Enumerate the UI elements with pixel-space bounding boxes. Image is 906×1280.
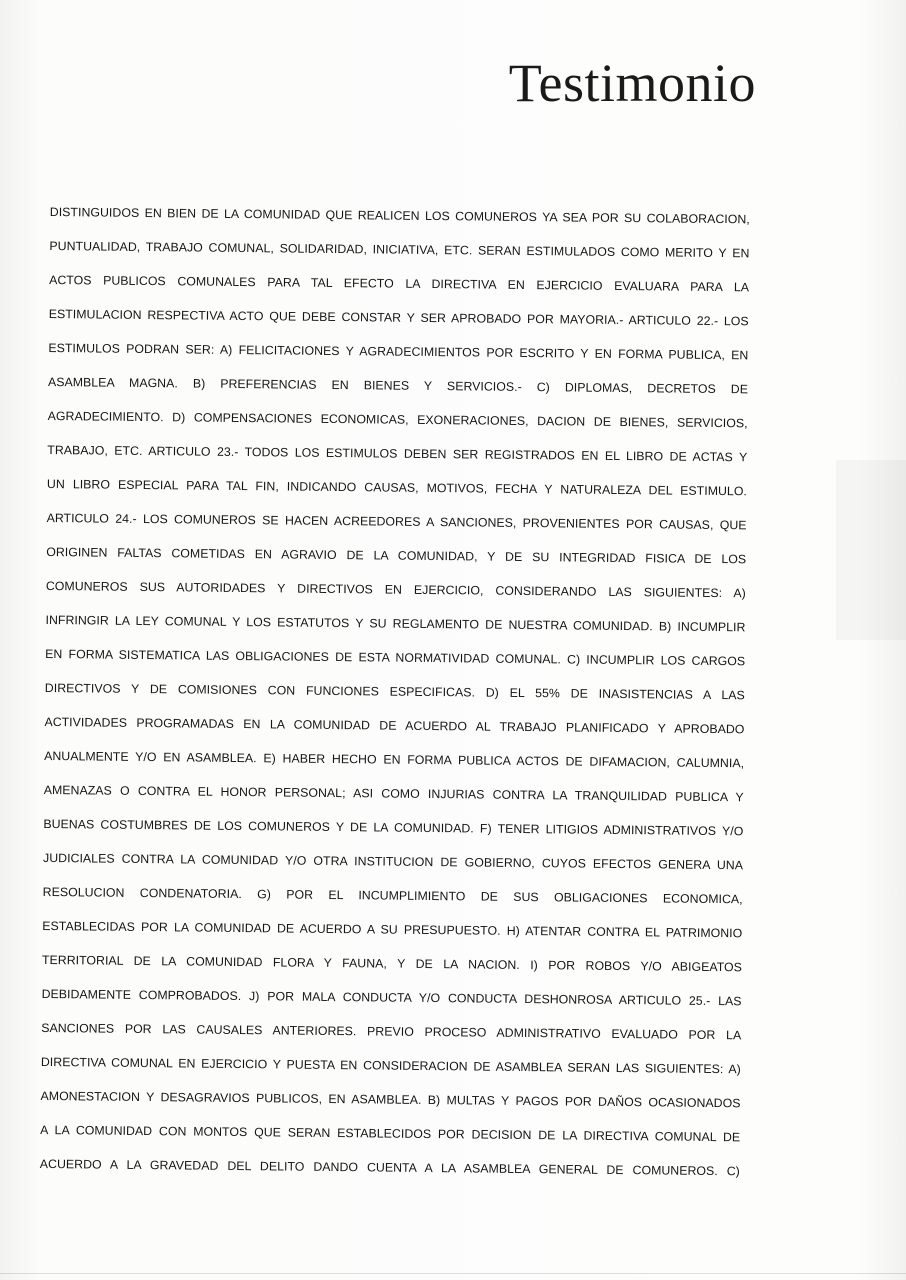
- page-bottom-edge: [0, 1273, 906, 1274]
- body-line: ACUERDO A LA GRAVEDAD DEL DELITO DANDO CUENTA A LA ASAMBLEA GENERAL DE COMUNEROS. C): [39, 1156, 740, 1179]
- body-line: ANUALMENTE Y/O EN ASAMBLEA. E) HABER HECHO EN FORMA PUBLICA ACTOS DE DIFAMACION, CALUMNIA,: [44, 748, 745, 771]
- body-line: AGRADECIMIENTO. D) COMPENSACIONES ECONOMICAS, EXONERACIONES, DACION DE BIENES, SERVICIOS,: [47, 408, 748, 431]
- body-line: A LA COMUNIDAD CON MONTOS QUE SERAN ESTABLECIDOS POR DECISION DE LA DIRECTIVA COMUNAL DE: [40, 1122, 741, 1145]
- body-line: PUNTUALIDAD, TRABAJO COMUNAL, SOLIDARIDAD, INICIATIVA, ETC. SERAN ESTIMULADOS COMO MERITO Y EN: [49, 238, 750, 261]
- body-line: ACTIVIDADES PROGRAMADAS EN LA COMUNIDAD DE ACUERDO AL TRABAJO PLANIFICADO Y APROBADO: [44, 714, 745, 737]
- body-line: ARTICULO 24.- LOS COMUNEROS SE HACEN ACREEDORES A SANCIONES, PROVENIENTES POR CAUSAS, QUE: [46, 510, 747, 533]
- body-line: ESTIMULOS PODRAN SER: A) FELICITACIONES Y AGRADECIMIENTOS POR ESCRITO Y EN FORMA PUBLICA, EN: [48, 340, 749, 363]
- body-line: INFRINGIR LA LEY COMUNAL Y LOS ESTATUTOS Y SU REGLAMENTO DE NUESTRA COMUNIDAD. B) INCUMPLIR: [45, 612, 746, 635]
- body-line: UN LIBRO ESPECIAL PARA TAL FIN, INDICANDO CAUSAS, MOTIVOS, FECHA Y NATURALEZA DEL ESTIMULO.: [46, 476, 748, 499]
- body-line: DEBIDAMENTE COMPROBADOS. J) POR MALA CONDUCTA Y/O CONDUCTA DESHONROSA ARTICULO 25.- LAS: [41, 986, 742, 1009]
- body-line: AMONESTACION Y DESAGRAVIOS PUBLICOS, EN ASAMBLEA. B) MULTAS Y PAGOS POR DAÑOS OCASIONADOS: [40, 1088, 741, 1111]
- body-line: RESOLUCION CONDENATORIA. G) POR EL INCUMPLIMIENTO DE SUS OBLIGACIONES ECONOMICA,: [42, 884, 743, 907]
- body-line: BUENAS COSTUMBRES DE LOS COMUNEROS Y DE LA COMUNIDAD. F) TENER LITIGIOS ADMINISTRATIVOS Y/O: [43, 816, 744, 839]
- body-line: ESTIMULACION RESPECTIVA ACTO QUE DEBE CONSTAR Y SER APROBADO POR MAYORIA.- ARTICULO 22.- LOS: [48, 306, 749, 329]
- body-line: ORIGINEN FALTAS COMETIDAS EN AGRAVIO DE LA COMUNIDAD, Y DE SU INTEGRIDAD FISICA DE LOS: [46, 544, 747, 567]
- body-line: SANCIONES POR LAS CAUSALES ANTERIORES. PREVIO PROCESO ADMINISTRATIVO EVALUADO POR LA: [41, 1020, 742, 1043]
- body-line: JUDICIALES CONTRA LA COMUNIDAD Y/O OTRA INSTITUCION DE GOBIERNO, CUYOS EFECTOS GENERA UNA: [42, 850, 744, 873]
- body-line: ESTABLECIDAS POR LA COMUNIDAD DE ACUERDO A SU PRESUPUESTO. H) ATENTAR CONTRA EL PATRIMONIO: [42, 918, 743, 941]
- page-edge-shadow: [836, 460, 906, 640]
- body-line: COMUNEROS SUS AUTORIDADES Y DIRECTIVOS EN EJERCICIO, CONSIDERANDO LAS SIGUIENTES: A): [45, 578, 746, 601]
- body-line: DIRECTIVA COMUNAL EN EJERCICIO Y PUESTA EN CONSIDERACION DE ASAMBLEA SERAN LAS SIGUIENTES: A): [40, 1054, 741, 1077]
- body-line: DIRECTIVOS Y DE COMISIONES CON FUNCIONES ESPECIFICAS. D) EL 55% DE INASISTENCIAS A LAS: [44, 680, 745, 703]
- body-line: ACTOS PUBLICOS COMUNALES PARA TAL EFECTO LA DIRECTIVA EN EJERCICIO EVALUARA PARA LA: [49, 272, 750, 295]
- body-line: TRABAJO, ETC. ARTICULO 23.- TODOS LOS ESTIMULOS DEBEN SER REGISTRADOS EN EL LIBRO DE ACTAS Y: [47, 442, 748, 465]
- body-line: AMENAZAS O CONTRA EL HONOR PERSONAL; ASI COMO INJURIAS CONTRA LA TRANQUILIDAD PUBLICA Y: [43, 782, 744, 805]
- document-title: Testimonio: [508, 53, 756, 113]
- document-body: [40, 195, 750, 1188]
- body-line: ASAMBLEA MAGNA. B) PREFERENCIAS EN BIENES Y SERVICIOS.- C) DIPLOMAS, DECRETOS DE: [47, 374, 749, 397]
- body-line: DISTINGUIDOS EN BIEN DE LA COMUNIDAD QUE REALICEN LOS COMUNEROS YA SEA POR SU COLABORACION,: [49, 204, 750, 227]
- body-line: TERRITORIAL DE LA COMUNIDAD FLORA Y FAUNA, Y DE LA NACION. I) POR ROBOS Y/O ABIGEATOS: [41, 952, 743, 975]
- body-line: EN FORMA SISTEMATICA LAS OBLIGACIONES DE ESTA NORMATIVIDAD COMUNAL. C) INCUMPLIR LOS CARGOS: [45, 646, 746, 669]
